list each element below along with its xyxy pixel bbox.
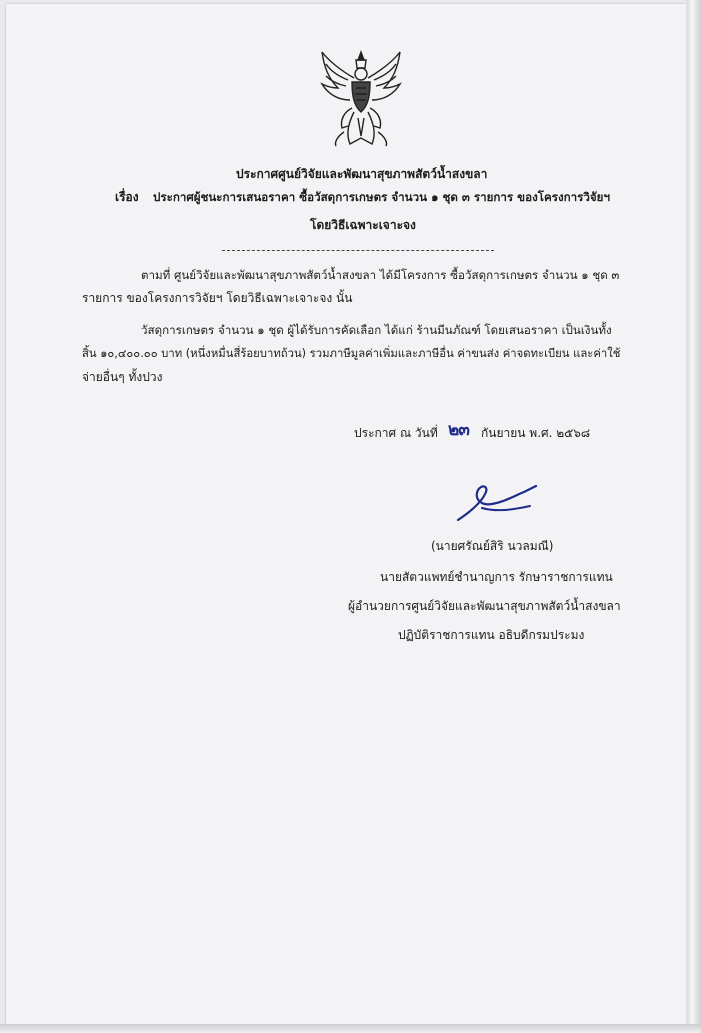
document-title: ประกาศศูนย์วิจัยและพัฒนาสุขภาพสัตว์น้ำสงขลา [236,167,488,181]
paragraph-2-line-2: สิ้น ๑๐,๔๐๐.๐๐ บาท (หนึ่งหมื่นสี่ร้อยบาทถ้วน) รวมภาษีมูลค่าเพิ่มและภาษีอื่น ค่าขนส่ง ค่าจดทะเบียน และค่าใช้ [82,347,621,360]
signer-position-1: นายสัตวแพทย์ชำนาญการ รักษาราชการแทน [380,570,613,584]
document-page [6,4,686,1024]
separator-line [222,250,494,251]
paragraph-2-line-1: วัสดุการเกษตร จำนวน ๑ ชุด ผู้ได้รับการคัดเลือก ได้แก่ ร้านมีนภัณฑ์ โดยเสนอราคา เป็นเงินทั้ง [141,323,612,337]
paper-edge-bottom [0,1024,701,1033]
paragraph-1-line-1: ตามที่ ศูนย์วิจัยและพัฒนาสุขภาพสัตว์น้ำสงขลา ได้มีโครงการ ซื้อวัสดุการเกษตร จำนวน ๑ ชุด ๓ [141,268,620,282]
garuda-emblem-icon [318,48,404,148]
signer-position-2: ผู้อำนวยการศูนย์วิจัยและพัฒนาสุขภาพสัตว์น้ำสงขลา [348,599,621,613]
handwritten-signature [452,478,542,524]
paragraph-1-line-2: รายการ ของโครงการวิจัยฯ โดยวิธีเฉพาะเจาะจง นั้น [82,291,353,305]
date-day-handwritten: ๒๓ [448,420,469,440]
subject-line-2: โดยวิธีเฉพาะเจาะจง [310,218,416,232]
subject-label: เรื่อง [115,190,139,204]
signer-position-3: ปฏิบัติราชการแทน อธิบดีกรมประมง [398,628,585,642]
signer-name: (นายศรัณย์สิริ นวลมณี) [431,539,554,553]
date-suffix: กันยายน พ.ศ. ๒๕๖๘ [481,426,591,440]
paragraph-2-line-3: จ่ายอื่นๆ ทั้งปวง [82,370,163,384]
subject-line-1: ประกาศผู้ชนะการเสนอราคา ซื้อวัสดุการเกษตร จำนวน ๑ ชุด ๓ รายการ ของโครงการวิจัยฯ [153,190,610,204]
date-prefix: ประกาศ ณ วันที่ [354,426,438,440]
paper-edge-right [686,0,701,1033]
